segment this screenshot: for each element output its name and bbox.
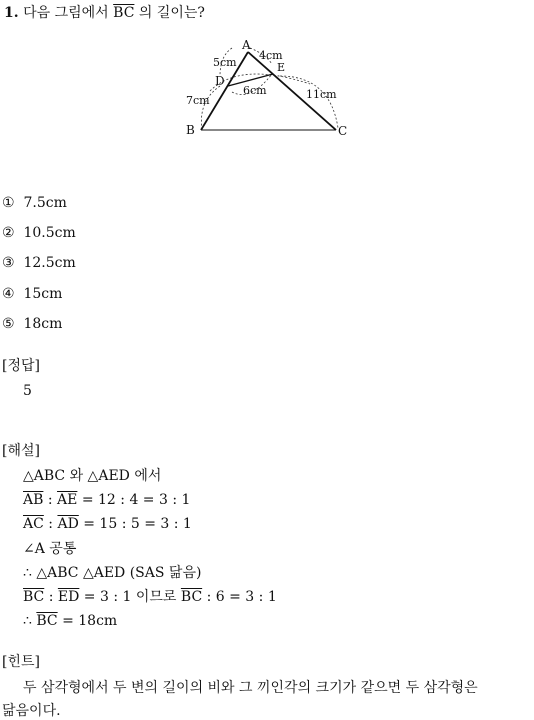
segment-bc: $\overline{BC}$ [23, 589, 45, 605]
question-text-after: 의 길이는? [138, 5, 205, 21]
hint-heading: [힌트] [2, 654, 40, 670]
question-segment: $\overline{BC}$ [113, 5, 135, 21]
ratio-rest: : 6 = 3 : 1 [202, 589, 277, 605]
ratio-rest: = 15 : 5 = 3 : 1 [78, 516, 192, 532]
ratio-sep: : [44, 589, 58, 605]
choice-2-text: 10.5cm [23, 225, 76, 241]
label-DE: 6cm [243, 84, 267, 97]
explanation-line-7 [23, 612, 117, 630]
explanation-line-3 [23, 515, 192, 533]
choice-1-marker: ① [2, 195, 15, 211]
choice-1[interactable] [2, 194, 67, 212]
segment-bc-final: $\overline{BC}$ [36, 613, 58, 629]
label-A: A [242, 38, 251, 52]
therefore-prefix: ∴ [23, 613, 37, 629]
choice-3[interactable] [2, 254, 76, 272]
choice-4-marker: ④ [2, 286, 15, 302]
answer-value: 5 [23, 383, 32, 399]
choice-4[interactable] [2, 285, 62, 303]
explanation-line-2 [23, 491, 190, 509]
choice-3-text: 12.5cm [23, 255, 76, 271]
explanation-line-6 [23, 588, 277, 606]
explanation-line-5: ∴ △ABC △AED (SAS 닮음) [23, 565, 202, 581]
segment-bc-2: $\overline{BC}$ [180, 589, 203, 605]
segment-ac: $\overline{AC}$ [23, 516, 44, 532]
explanation-line-1: △ABC 와 △AED 에서 [23, 468, 162, 484]
hint-line-2: 닮음이다. [2, 703, 61, 719]
explanation-heading: [해설] [2, 443, 40, 459]
choice-2-marker: ② [2, 225, 15, 241]
label-D: D [215, 74, 225, 88]
segment-ad: $\overline{AD}$ [57, 516, 79, 532]
question [4, 4, 205, 22]
ratio-rest: = 12 : 4 = 3 : 1 [77, 492, 191, 508]
choice-1-text: 7.5cm [23, 195, 67, 211]
choice-3-marker: ③ [2, 255, 15, 271]
choice-2[interactable] [2, 224, 76, 242]
choice-5[interactable] [2, 315, 62, 333]
label-AD: 5cm [213, 56, 237, 69]
answer-heading: [정답] [2, 358, 40, 374]
segment-ae: $\overline{AE}$ [57, 492, 78, 508]
segment-ab: $\overline{AB}$ [23, 492, 44, 508]
hint-line-1: 두 삼각형에서 두 변의 길이의 비와 그 끼인각의 크기가 같으면 두 삼각형은 [23, 680, 478, 696]
label-AE: 4cm [259, 49, 283, 62]
label-B: B [186, 123, 195, 137]
choice-5-text: 18cm [23, 316, 63, 332]
choice-4-text: 15cm [23, 286, 63, 302]
explanation-line-4: ∠A 공통 [23, 541, 77, 557]
label-EC: 11cm [306, 88, 337, 101]
choice-5-marker: ⑤ [2, 316, 15, 332]
ratio-sep: : [43, 516, 58, 532]
label-C: C [338, 124, 348, 138]
segment-ed: $\overline{ED}$ [57, 589, 80, 605]
final-result: = 18cm [57, 613, 118, 629]
label-E: E [277, 61, 286, 74]
ratio-mid: = 3 : 1 이므로 [79, 589, 181, 605]
triangle-figure [180, 36, 355, 146]
label-DB: 7cm [186, 94, 210, 107]
question-number: 1. [4, 5, 19, 21]
ratio-sep: : [43, 492, 58, 508]
question-text-before: 다음 그림에서 [23, 5, 109, 21]
